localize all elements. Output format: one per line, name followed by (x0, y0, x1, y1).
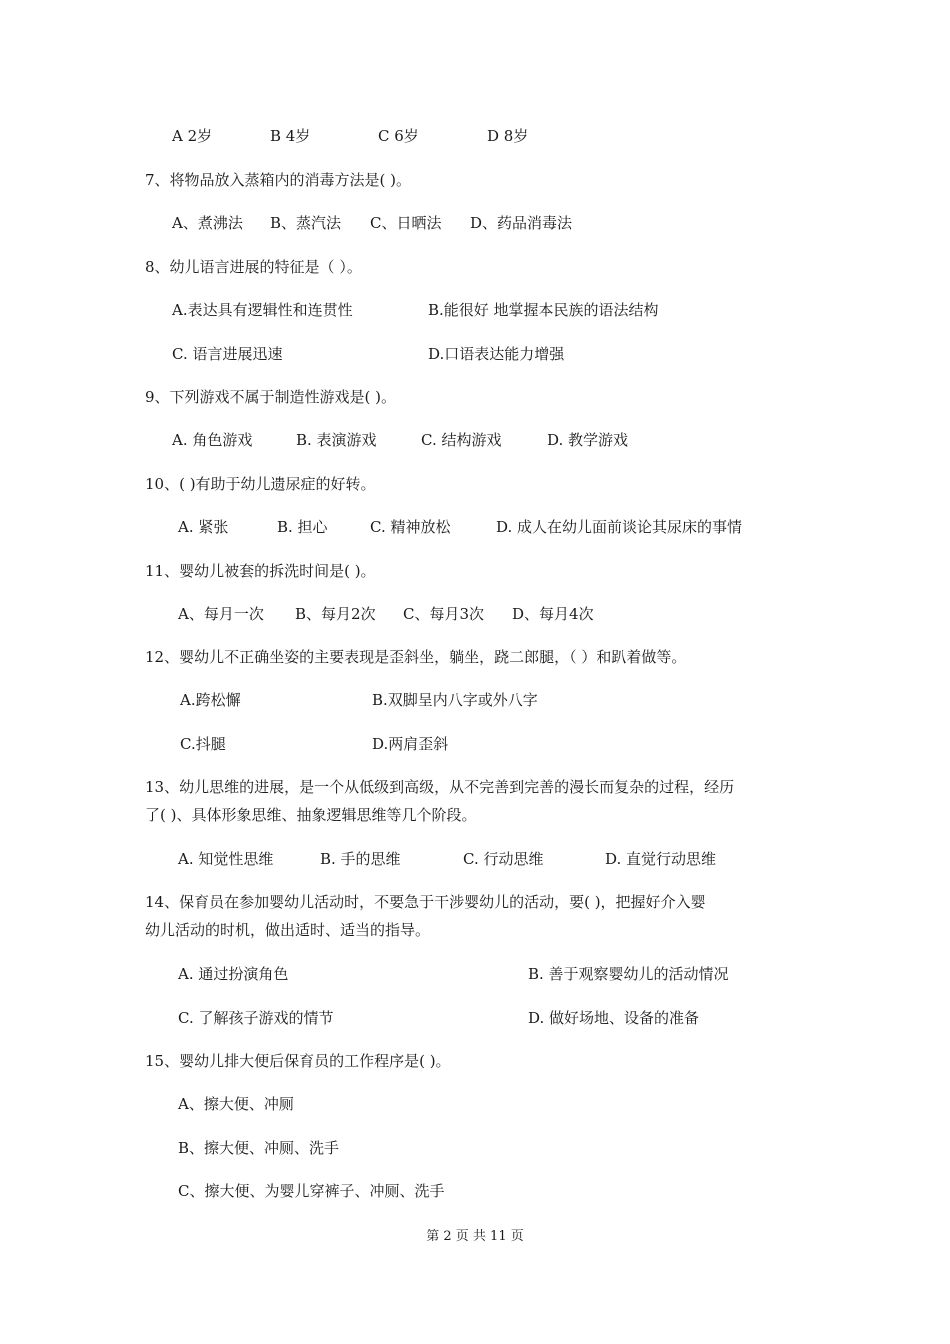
q8-option-c: C. 语言进展迅速 (172, 345, 283, 363)
q10-option-a: A. 紧张 (178, 518, 229, 536)
q13-option-a: A. 知觉性思维 (178, 850, 274, 868)
q14-option-d: D. 做好场地、设备的准备 (528, 1009, 700, 1027)
q6-option-c: C 6岁 (378, 127, 419, 145)
q13-option-c: C. 行动思维 (463, 850, 544, 868)
q15-option-b: B、擦大便、冲厕、洗手 (178, 1139, 340, 1157)
q13-option-d: D. 直觉行动思维 (605, 850, 717, 868)
q13-stem-line2: 了( )、具体形象思维、抽象逻辑思维等几个阶段。 (145, 806, 477, 824)
q15-stem: 15、婴幼儿排大便后保育员的工作程序是( )。 (145, 1052, 451, 1070)
q8-option-b: B.能很好 地掌握本民族的语法结构 (428, 301, 659, 319)
q6-option-b: B 4岁 (270, 127, 311, 145)
q15-option-a: A、擦大便、冲厕 (178, 1095, 294, 1113)
q12-option-b: B.双脚呈内八字或外八字 (372, 691, 538, 709)
q9-option-a: A. 角色游戏 (172, 431, 253, 449)
page-footer: 第 2 页 共 11 页 (426, 1229, 524, 1244)
q8-option-a: A.表达具有逻辑性和连贯性 (172, 301, 353, 319)
q13-stem-line1: 13、幼儿思维的进展，是一个从低级到高级，从不完善到完善的漫长而复杂的过程，经历 (145, 778, 735, 796)
q6-option-d: D 8岁 (487, 127, 529, 145)
q12-stem: 12、婴幼儿不正确坐姿的主要表现是歪斜坐，躺坐，跷二郎腿，（ ）和趴着做等。 (145, 648, 687, 666)
q14-option-b: B. 善于观察婴幼儿的活动情况 (528, 965, 729, 983)
q15-option-c: C、擦大便、为婴儿穿裤子、冲厕、洗手 (178, 1182, 445, 1200)
q12-option-a: A.跨松懈 (180, 691, 241, 709)
q10-stem: 10、( )有助于幼儿遗尿症的好转。 (145, 475, 376, 493)
q7-option-b: B、蒸汽法 (270, 214, 342, 232)
q13-option-b: B. 手的思维 (320, 850, 401, 868)
q10-option-d: D. 成人在幼儿面前谈论其尿床的事情 (496, 518, 743, 536)
q11-option-a: A、每月一次 (178, 605, 264, 623)
q14-stem-line1: 14、保育员在参加婴幼儿活动时，不要急于干涉婴幼儿的活动，要( )，把握好介入婴 (145, 893, 706, 911)
q9-stem: 9、下列游戏不属于制造性游戏是( )。 (145, 388, 397, 406)
q11-option-d: D、每月4次 (512, 605, 594, 623)
q12-option-c: C.抖腿 (180, 735, 226, 753)
q7-option-a: A、煮沸法 (172, 214, 243, 232)
q14-option-a: A. 通过扮演角色 (178, 965, 289, 983)
q10-option-c: C. 精神放松 (370, 518, 451, 536)
q11-option-b: B、每月2次 (295, 605, 376, 623)
q9-option-d: D. 教学游戏 (547, 431, 629, 449)
q9-option-b: B. 表演游戏 (296, 431, 377, 449)
q14-option-c: C. 了解孩子游戏的情节 (178, 1009, 334, 1027)
q7-option-d: D、药品消毒法 (470, 214, 573, 232)
q11-stem: 11、婴幼儿被套的拆洗时间是( )。 (145, 562, 376, 580)
q11-option-c: C、每月3次 (403, 605, 485, 623)
q8-option-d: D.口语表达能力增强 (428, 345, 565, 363)
q10-option-b: B. 担心 (277, 518, 328, 536)
q6-option-a: A 2岁 (172, 127, 213, 145)
q9-option-c: C. 结构游戏 (421, 431, 502, 449)
q14-stem-line2: 幼儿活动的时机，做出适时、适当的指导。 (145, 921, 431, 939)
q7-option-c: C、日晒法 (370, 214, 442, 232)
q12-option-d: D.两肩歪斜 (372, 735, 449, 753)
q8-stem: 8、幼儿语言进展的特征是（ ）。 (145, 258, 362, 276)
q7-stem: 7、将物品放入蒸箱内的消毒方法是( )。 (145, 171, 412, 189)
